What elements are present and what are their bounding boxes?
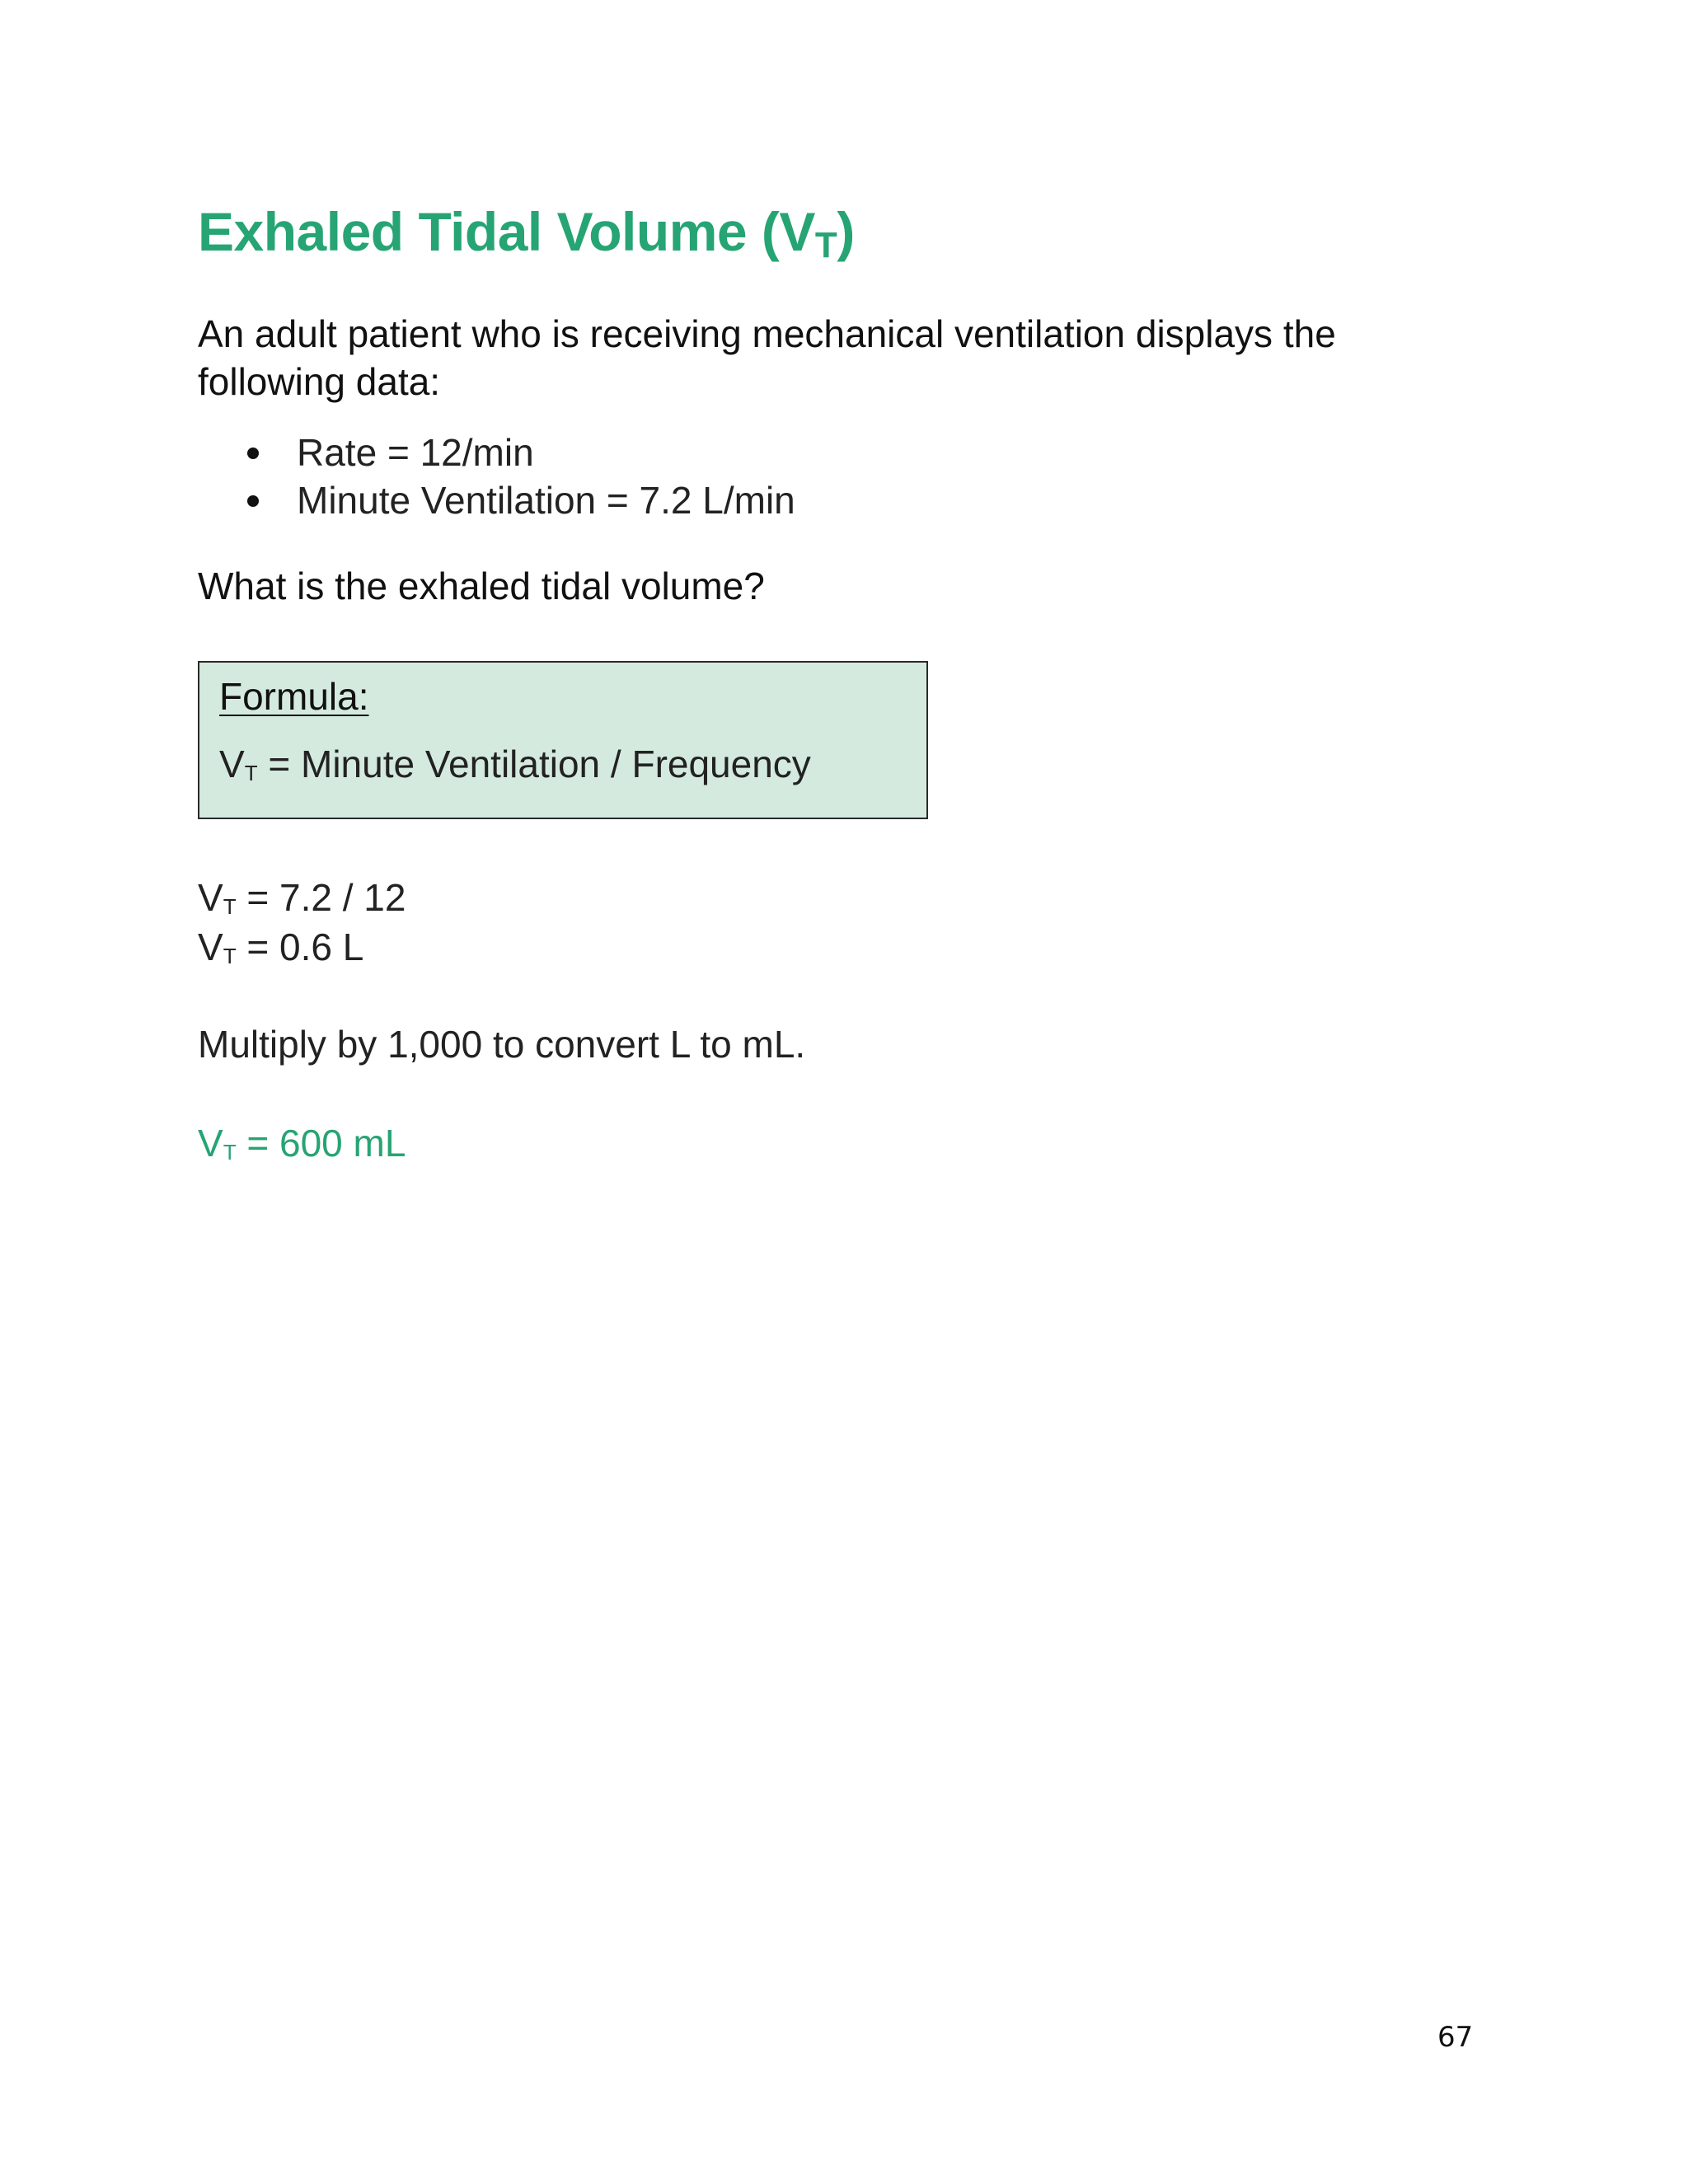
list-item-text: Rate = 12/min (297, 431, 534, 474)
calculation-steps (198, 874, 1484, 972)
page-number: 67 (1437, 2021, 1474, 2054)
vt-letter: V (198, 926, 223, 968)
page-title (198, 196, 1484, 267)
formula-expression (219, 740, 926, 788)
vt-subscript: T (223, 1140, 237, 1165)
bullet-icon (247, 448, 259, 459)
vt-letter: V (198, 1122, 223, 1165)
title-subscript: T (814, 225, 837, 265)
calculation-step (198, 874, 1484, 923)
vt-subscript: T (223, 944, 237, 968)
list-item (198, 476, 1484, 524)
calculation-step-text: = 7.2 / 12 (236, 876, 406, 919)
data-list (198, 429, 1484, 524)
question-text: What is the exhaled tidal volume? (198, 565, 765, 607)
vt-symbol (219, 743, 258, 785)
formula-label: Formula: (219, 675, 369, 718)
list-item (198, 429, 1484, 476)
calculation-step-text: = 0.6 L (236, 926, 364, 968)
page-content (198, 196, 1484, 1167)
final-answer-text: = 600 mL (236, 1122, 406, 1165)
vt-subscript: T (223, 894, 237, 919)
problem-intro: An adult patient who is receiving mechanical ventilation displays the following data: (198, 312, 1336, 403)
calculation-step (198, 923, 1484, 972)
vt-symbol (198, 1122, 237, 1165)
title-text: Exhaled Tidal Volume (V (198, 201, 815, 262)
final-answer (198, 1119, 1484, 1167)
vt-subscript: T (244, 761, 258, 785)
conversion-note: Multiply by 1,000 to convert L to mL. (198, 1023, 806, 1066)
vt-symbol (198, 876, 237, 919)
title-suffix: ) (837, 201, 855, 262)
list-item-text: Minute Ventilation = 7.2 L/min (297, 479, 795, 522)
vt-symbol (198, 926, 237, 968)
vt-letter: V (198, 876, 223, 919)
formula-box (198, 661, 928, 819)
bullet-icon (247, 495, 259, 507)
formula-expression-text: = Minute Ventilation / Frequency (257, 743, 811, 785)
vt-letter: V (219, 743, 245, 785)
